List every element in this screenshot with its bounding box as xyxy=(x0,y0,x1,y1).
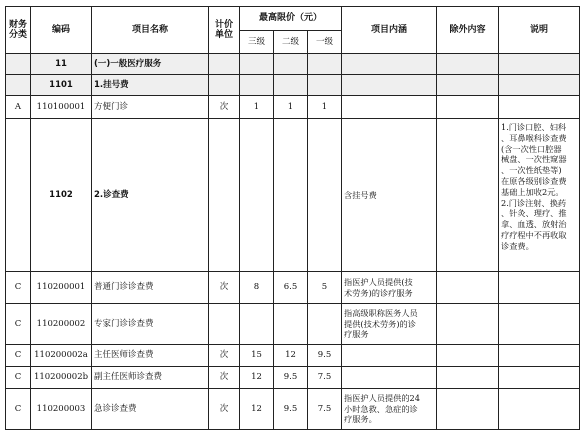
row-level3: 8 xyxy=(240,272,274,304)
header-code: 编码 xyxy=(31,7,92,54)
row-unit: 次 xyxy=(209,272,240,304)
row-level1: 7.5 xyxy=(308,389,342,430)
row-name: 急诊诊查费 xyxy=(92,389,209,430)
row-level3: 12 xyxy=(240,367,274,389)
section-code: 1102 xyxy=(31,119,92,272)
row-unit xyxy=(209,304,240,345)
header-name: 项目名称 xyxy=(92,7,209,54)
table-row xyxy=(6,345,580,367)
row-code: 110100001 xyxy=(31,96,92,119)
row-level1 xyxy=(308,304,342,345)
header-unit: 计价单位 xyxy=(209,7,240,54)
row-level1: 9.5 xyxy=(308,345,342,367)
row-category: C xyxy=(6,367,31,389)
row-name: 方便门诊 xyxy=(92,96,209,119)
row-level3: 1 xyxy=(240,96,274,119)
row-code: 110200002 xyxy=(31,304,92,345)
header-level1: 一级 xyxy=(308,31,342,54)
row-category: A xyxy=(6,96,31,119)
section-name: 2.诊查费 xyxy=(92,119,209,272)
header-exclusions: 除外内容 xyxy=(437,7,499,54)
row-category: C xyxy=(6,389,31,430)
section-row-registration xyxy=(6,75,580,96)
table-row xyxy=(6,389,580,430)
section-name: (一)一般医疗服务 xyxy=(92,54,209,75)
row-level2: 9.5 xyxy=(274,389,308,430)
header-content: 项目内涵 xyxy=(342,7,437,54)
price-table xyxy=(5,6,580,430)
row-level1: 1 xyxy=(308,96,342,119)
row-level3: 15 xyxy=(240,345,274,367)
row-category: C xyxy=(6,345,31,367)
row-name: 普通门诊诊查费 xyxy=(92,272,209,304)
header-level2: 二级 xyxy=(274,31,308,54)
section-content: 含挂号费 xyxy=(342,119,437,272)
section-notes: 1.门诊口腔、妇科 、耳鼻喉科诊查费 (含一次性口腔器 械盘、一次性窥器 、一次性纸垫等) 在原各级别诊查费 基础上加收2元。 2.门诊注射、换药 、针灸、理疗、推 拿、血透、放射治 疗疗程中不再收取 诊查费。 xyxy=(499,119,580,272)
section-row-consultation xyxy=(6,119,580,272)
row-category: C xyxy=(6,272,31,304)
row-unit: 次 xyxy=(209,345,240,367)
row-level1: 7.5 xyxy=(308,367,342,389)
row-category: C xyxy=(6,304,31,345)
row-content: 指医护人员提供的24 小时急救、急症的诊 疗服务。 xyxy=(342,389,437,430)
header-level3: 三级 xyxy=(240,31,274,54)
section-row-general xyxy=(6,54,580,75)
table-row xyxy=(6,96,580,119)
section-name: 1.挂号费 xyxy=(92,75,209,96)
row-name: 副主任医师诊查费 xyxy=(92,367,209,389)
table-row xyxy=(6,367,580,389)
table-row xyxy=(6,272,580,304)
header-max-price: 最高限价（元） xyxy=(240,7,342,31)
row-unit: 次 xyxy=(209,389,240,430)
row-unit: 次 xyxy=(209,96,240,119)
row-unit: 次 xyxy=(209,367,240,389)
row-level2: 12 xyxy=(274,345,308,367)
row-name: 主任医师诊查费 xyxy=(92,345,209,367)
row-content: 指医护人员提供(技 术劳务)的诊疗服务 xyxy=(342,272,437,304)
row-code: 110200001 xyxy=(31,272,92,304)
table-row xyxy=(6,304,580,345)
header-notes: 说明 xyxy=(499,7,580,54)
section-code: 1101 xyxy=(31,75,92,96)
row-level3 xyxy=(240,304,274,345)
row-level3: 12 xyxy=(240,389,274,430)
row-level2 xyxy=(274,304,308,345)
header-category: 财务分类 xyxy=(6,7,31,54)
row-level2: 1 xyxy=(274,96,308,119)
section-code: 11 xyxy=(31,54,92,75)
row-code: 110200002b xyxy=(31,367,92,389)
row-level2: 6.5 xyxy=(274,272,308,304)
price-table-sheet xyxy=(5,6,580,430)
row-code: 110200003 xyxy=(31,389,92,430)
row-code: 110200002a xyxy=(31,345,92,367)
row-level2: 9.5 xyxy=(274,367,308,389)
row-content: 指高级职称医务人员 提供(技术劳务)的诊 疗服务 xyxy=(342,304,437,345)
row-name: 专家门诊诊查费 xyxy=(92,304,209,345)
row-level1: 5 xyxy=(308,272,342,304)
